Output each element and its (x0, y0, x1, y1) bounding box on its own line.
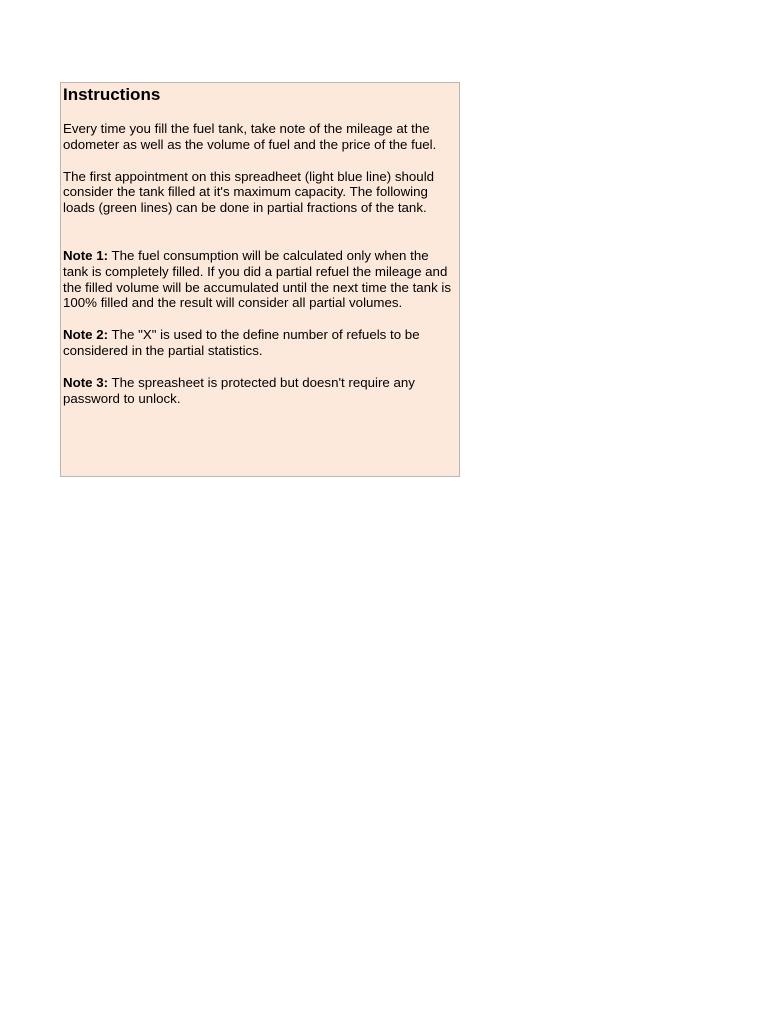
note-3-text: The spreasheet is protected but doesn't require any password to unlock. (63, 374, 415, 406)
instructions-title: Instructions (63, 85, 161, 104)
note-1-text: The fuel consumption will be calculated only when the tank is completely filled. If you did a partial refuel the mileage and the filled volume will be accumulated until the next time the tank is 100% filled and the result will consider all partial volumes. (63, 247, 452, 311)
note-3-label: Note 3: (63, 374, 109, 390)
note-2-label: Note 2: (63, 327, 109, 343)
instructions-paragraph-1: Every time you fill the fuel tank, take note of the mileage at the odometer as well as the volume of fuel and the price of the fuel. (63, 121, 437, 152)
note-1-label: Note 1: (63, 247, 109, 263)
note-3 (63, 375, 457, 407)
note-1 (63, 248, 457, 311)
instructions-box (60, 82, 460, 477)
note-2 (63, 327, 457, 359)
instructions-paragraph-2: The first appointment on this spreadheet (light blue line) should consider the tank filled at it's maximum capacity. The following loads (green lines) can be done in partial fractions of the tank. (63, 168, 435, 216)
note-2-text: The "X" is used to the define number of refuels to be considered in the partial statistics. (63, 327, 420, 358)
